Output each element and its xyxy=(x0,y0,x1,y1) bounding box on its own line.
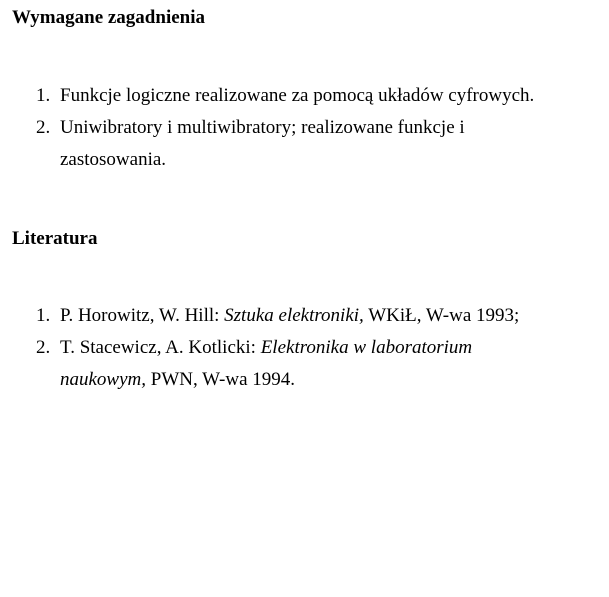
citation-book-title: Elektronika w laboratorium naukowym, xyxy=(60,337,473,390)
list-item-text: Funkcje logiczne realizowane za pomocą układów cyfrowych. xyxy=(60,85,535,106)
citation-book-title: Sztuka elektroniki, xyxy=(224,305,364,326)
citation-publisher: WKiŁ, W-wa 1993; xyxy=(363,305,520,326)
citation-authors: P. Horowitz, W. Hill: xyxy=(60,305,225,326)
list-item-number: 2. xyxy=(36,117,51,138)
citation-authors: T. Stacewicz, A. Kotlicki: xyxy=(60,337,261,358)
literature-list xyxy=(0,300,600,396)
list-item-number: 1. xyxy=(36,305,51,326)
list-item xyxy=(0,80,600,112)
citation-text xyxy=(60,300,595,332)
list-item-text: Uniwibratory i multiwibratory; realizowane funkcje i zastosowania. xyxy=(60,117,465,170)
section-heading-required-topics: Wymagane zagadnienia xyxy=(12,7,205,28)
list-item xyxy=(0,112,600,176)
list-item xyxy=(0,300,600,332)
list-item xyxy=(0,332,600,396)
citation-publisher: PWN, W-wa 1994. xyxy=(146,369,296,390)
list-item-number: 1. xyxy=(36,85,51,106)
citation-text xyxy=(60,332,540,396)
section-heading-literature: Literatura xyxy=(12,228,98,249)
required-topics-list xyxy=(0,80,600,176)
list-item-number: 2. xyxy=(36,337,51,358)
